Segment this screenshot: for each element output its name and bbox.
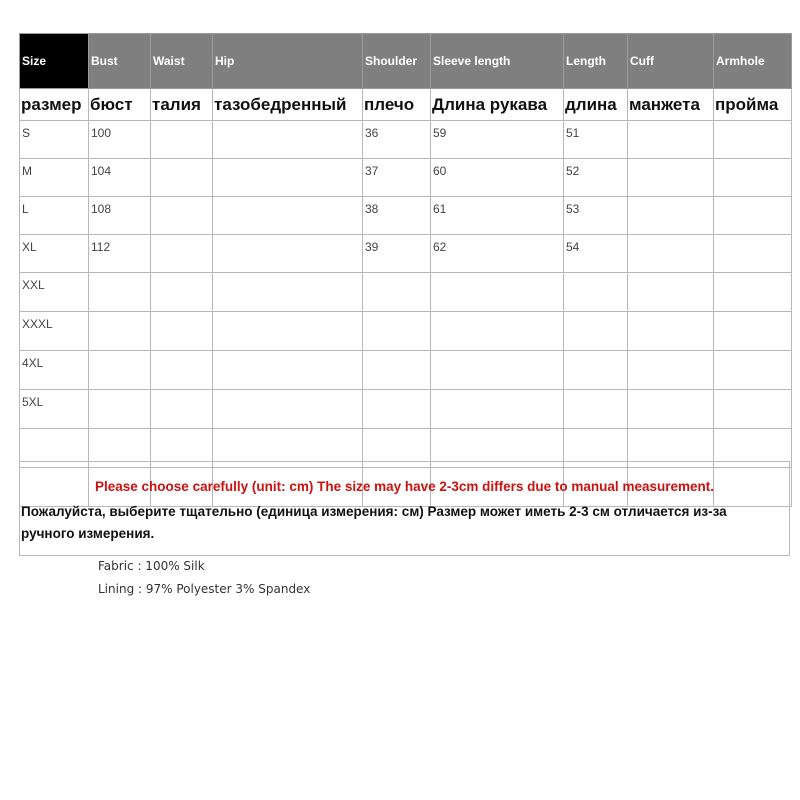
measurement-cell <box>213 312 363 351</box>
measurement-cell <box>363 351 431 390</box>
size-cell: XXL <box>20 273 89 312</box>
measurement-cell <box>151 159 213 197</box>
measurement-cell <box>151 351 213 390</box>
header-cell: Size <box>20 34 89 89</box>
measurement-cell <box>714 273 792 312</box>
measurement-cell <box>628 312 714 351</box>
measurement-cell <box>714 197 792 235</box>
measurement-cell: 59 <box>431 121 564 159</box>
measurement-cell <box>431 273 564 312</box>
measurement-cell: 62 <box>431 235 564 273</box>
header-cell-ru: плечо <box>363 89 431 121</box>
measurement-cell <box>714 159 792 197</box>
measurement-cell <box>363 312 431 351</box>
table-row <box>20 351 792 390</box>
header-cell-ru: бюст <box>89 89 151 121</box>
measurement-cell <box>89 351 151 390</box>
size-cell: XL <box>20 235 89 273</box>
measurement-cell <box>89 390 151 429</box>
measurement-cell: 60 <box>431 159 564 197</box>
size-chart <box>19 33 791 507</box>
measurement-cell: 54 <box>564 235 628 273</box>
measurement-cell <box>431 312 564 351</box>
measurement-cell <box>628 159 714 197</box>
measurement-cell <box>628 197 714 235</box>
note-russian: Пожалуйста, выберите тщательно (единица измерения: см) Размер может иметь 2-3 см отличается из-за ручного измерения. <box>21 504 727 541</box>
measurement-cell <box>628 273 714 312</box>
measurement-cell <box>151 235 213 273</box>
measurement-cell: 61 <box>431 197 564 235</box>
table-row <box>20 235 792 273</box>
measurement-cell <box>363 390 431 429</box>
table-row <box>20 159 792 197</box>
measurement-cell <box>431 390 564 429</box>
header-cell: Shoulder <box>363 34 431 89</box>
size-table <box>19 33 792 507</box>
measurement-cell: 37 <box>363 159 431 197</box>
header-row-russian <box>20 89 792 121</box>
header-cell-ru: пройма <box>714 89 792 121</box>
measurement-cell <box>213 197 363 235</box>
measurement-cell <box>363 273 431 312</box>
measurement-cell: 52 <box>564 159 628 197</box>
header-row-english <box>20 34 792 89</box>
header-cell-ru: Длина рукава <box>431 89 564 121</box>
measurement-cell <box>564 312 628 351</box>
table-row <box>20 390 792 429</box>
size-cell: S <box>20 121 89 159</box>
size-cell: L <box>20 197 89 235</box>
measurement-cell <box>564 273 628 312</box>
table-row <box>20 273 792 312</box>
measurement-cell <box>564 390 628 429</box>
measurement-cell: 112 <box>89 235 151 273</box>
measurement-cell: 38 <box>363 197 431 235</box>
measurement-cell: 36 <box>363 121 431 159</box>
measurement-cell <box>564 351 628 390</box>
measurement-cell <box>714 351 792 390</box>
lining-line: Lining : 97% Polyester 3% Spandex <box>98 582 311 596</box>
measurement-cell <box>151 197 213 235</box>
fabric-line: Fabric : 100% Silk <box>98 559 205 573</box>
size-cell: 4XL <box>20 351 89 390</box>
size-cell: 5XL <box>20 390 89 429</box>
measurement-cell <box>213 121 363 159</box>
measurement-cell: 53 <box>564 197 628 235</box>
measurement-cell <box>714 121 792 159</box>
table-row <box>20 312 792 351</box>
measurement-cell: 108 <box>89 197 151 235</box>
measurement-cell <box>151 312 213 351</box>
measurement-cell <box>89 273 151 312</box>
note-english: Please choose carefully (unit: cm) The size may have 2-3cm differs due to manual measurement. <box>95 479 714 494</box>
measurement-cell <box>151 121 213 159</box>
measurement-cell <box>628 235 714 273</box>
measurement-cell <box>628 121 714 159</box>
header-cell-ru: манжета <box>628 89 714 121</box>
header-cell-ru: размер <box>20 89 89 121</box>
measurement-cell: 100 <box>89 121 151 159</box>
measurement-cell: 51 <box>564 121 628 159</box>
measurement-cell <box>151 390 213 429</box>
measurement-cell <box>213 159 363 197</box>
header-cell: Length <box>564 34 628 89</box>
header-cell: Hip <box>213 34 363 89</box>
measurement-cell <box>714 312 792 351</box>
header-cell: Sleeve length <box>431 34 564 89</box>
header-cell: Waist <box>151 34 213 89</box>
header-cell-ru: длина <box>564 89 628 121</box>
measurement-cell <box>213 273 363 312</box>
measurement-cell <box>628 390 714 429</box>
measurement-cell <box>213 390 363 429</box>
header-cell: Armhole <box>714 34 792 89</box>
header-cell: Bust <box>89 34 151 89</box>
measurement-notes <box>19 461 790 556</box>
header-cell-ru: тазобедренный <box>213 89 363 121</box>
measurement-cell <box>213 235 363 273</box>
header-cell: Cuff <box>628 34 714 89</box>
measurement-cell <box>628 351 714 390</box>
measurement-cell <box>714 390 792 429</box>
size-cell: M <box>20 159 89 197</box>
measurement-cell <box>213 351 363 390</box>
table-row <box>20 121 792 159</box>
measurement-cell <box>151 273 213 312</box>
measurement-cell: 39 <box>363 235 431 273</box>
measurement-cell <box>89 312 151 351</box>
size-cell: XXXL <box>20 312 89 351</box>
measurement-cell: 104 <box>89 159 151 197</box>
table-row <box>20 197 792 235</box>
measurement-cell <box>431 351 564 390</box>
header-cell-ru: талия <box>151 89 213 121</box>
measurement-cell <box>714 235 792 273</box>
